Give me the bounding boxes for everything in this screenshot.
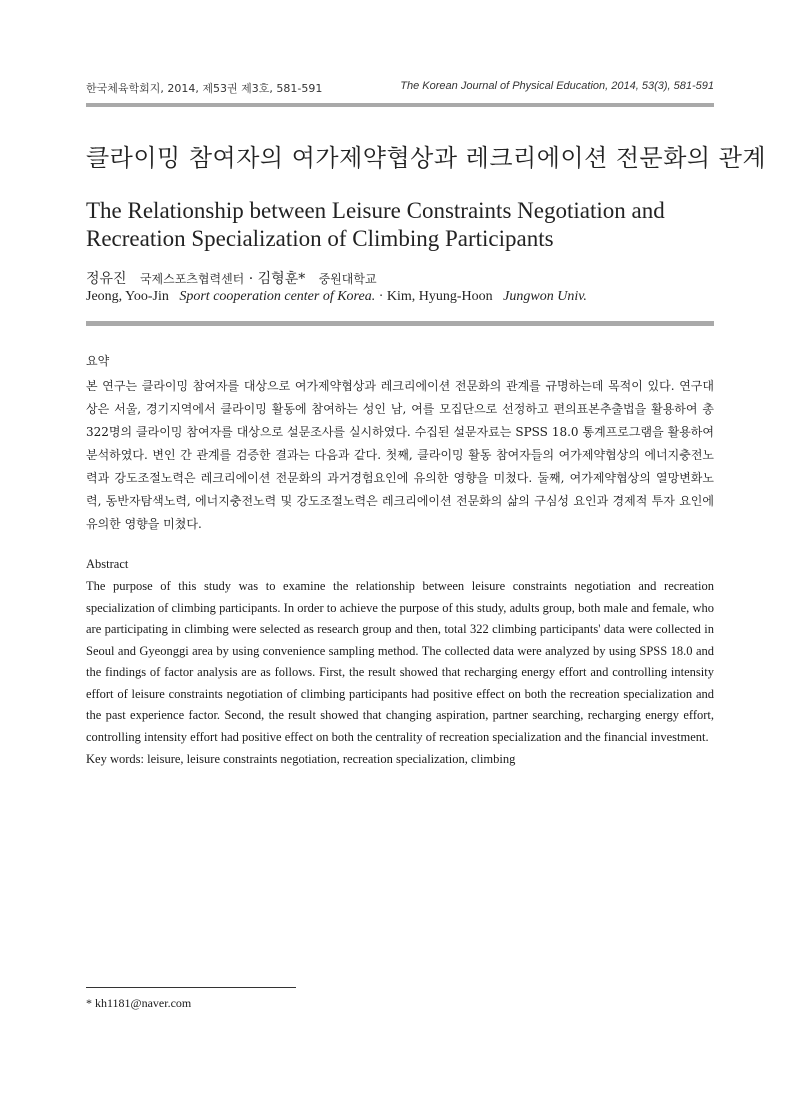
keywords: Key words: leisure, leisure constraints negotiation, recreation specialization, climbing [86,752,516,766]
authors-english [86,289,587,305]
header-rule [86,103,714,107]
author2-affiliation-ko: 중원대학교 [318,272,377,286]
authors-korean [86,268,377,288]
author2-name-en: Kim, Hyung-Hoon [386,289,493,304]
title-english: The Relationship between Leisure Constraints Negotiation and Recreation Specialization of Climbing Participants [86,198,665,251]
author1-name-ko: 정유진 [86,271,127,287]
author1-affiliation-ko: 국제스포츠협력센터 [139,272,245,286]
author1-name-en: Jeong, Yoo-Jin [86,289,169,304]
running-header-right: The Korean Journal of Physical Education, 2014, 53(3), 581-591 [400,80,714,92]
author1-affiliation-en: Sport cooperation center of Korea. [179,289,376,304]
title-block-rule [86,321,714,326]
korean-abstract-body: 본 연구는 클라이밍 참여자를 대상으로 여가제약협상과 레크리에이션 전문화의 관계를 규명하는데 목적이 있다. 연구대상은 서울, 경기지역에서 클라이밍 활동에 참여하는 성인 남, 여를 모집단으로 선정하고 편의표본추출법을 활용하여 총 322명의 클라이밍 참여자를 대상으로 설문조사를 실시하였다. 수집된 설문자료는 SPSS 18.0 통계프로그램을 활용하여 분석하였다. 변인 간 관계를 검증한 결과는 다음과 같다. 첫째, 클라이밍 활동 참여자들의 여가제약협상의 에너지충전노력과 강도조절노력은 레크리에이션 전문화의 과거경험요인에 유의한 영향을 미쳤다. 둘째, 여가제약협상의 열망변화노력, 동반자탐색노력, 에너지충전노력 및 강도조절노력은 레크리에이션 전문화의 삶의 구심성 요인과 경제적 투자 요인에 유의한 영향을 미쳤다. [86,379,714,531]
korean-abstract-heading: 요약 [86,354,110,368]
footnote-rule [86,987,296,988]
footnote-email: * kh1181@naver.com [86,996,192,1010]
author-separator: · [248,271,254,287]
author2-affiliation-en: Jungwon Univ. [503,289,587,304]
abstract-body: The purpose of this study was to examine the relationship between leisure constraints negotiation and recreation specialization of climbing participants. In order to achieve the purpose of this study, adults group, both male and female, who are participating in climbing were selected as research group and then, total 322 climbing participants' data were collected in Seoul and Gyeonggi area by using convenience sampling method. The collected data were analyzed by using SPSS 18.0 and the findings of factor analysis are as follows. First, the result showed that recharging energy effort and controlling intensity effort of leisure constraints negotiation of climbing participants had positive effect on both the recreation specialization and the past experience factor. Second, the result showed that changing aspiration, partner searching, recharging energy effort, controlling intensity effort had positive effect on both the centrality of recreation specialization and the financial investment. [86,579,714,744]
author-separator-en: · [378,289,384,304]
title-korean: 클라이밍 참여자의 여가제약협상과 레크리에이션 전문화의 관계 [86,144,767,172]
abstract-heading: Abstract [86,557,129,571]
author2-name-ko: 김형훈* [257,271,306,287]
running-header-left: 한국체육학회지, 2014, 제53권 제3호, 581-591 [86,82,323,95]
